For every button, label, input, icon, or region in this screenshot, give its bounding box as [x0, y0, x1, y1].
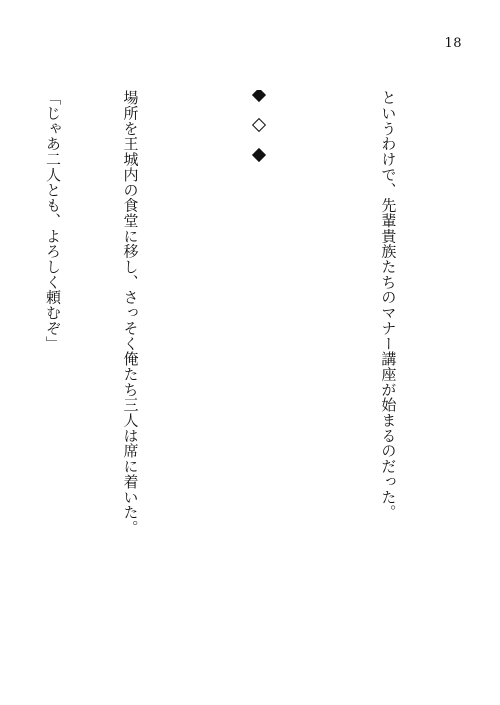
hollow-diamond-icon	[252, 118, 266, 132]
text-line: 「じゃあ二人とも、よろしく頼むぞ」	[44, 90, 63, 351]
filled-diamond-icon	[252, 90, 266, 102]
text-line: 場所を王城内の食堂に移し、さっそく俺たち三人は席に着いた。	[121, 90, 140, 536]
text-line: というわけで、先輩貴族たちのマナー講座が始まるのだった。	[379, 90, 398, 520]
vertical-text-body	[12, 90, 452, 675]
page-number: 18	[444, 36, 462, 51]
filled-diamond-icon	[252, 148, 266, 162]
section-break-ornament	[246, 90, 272, 675]
